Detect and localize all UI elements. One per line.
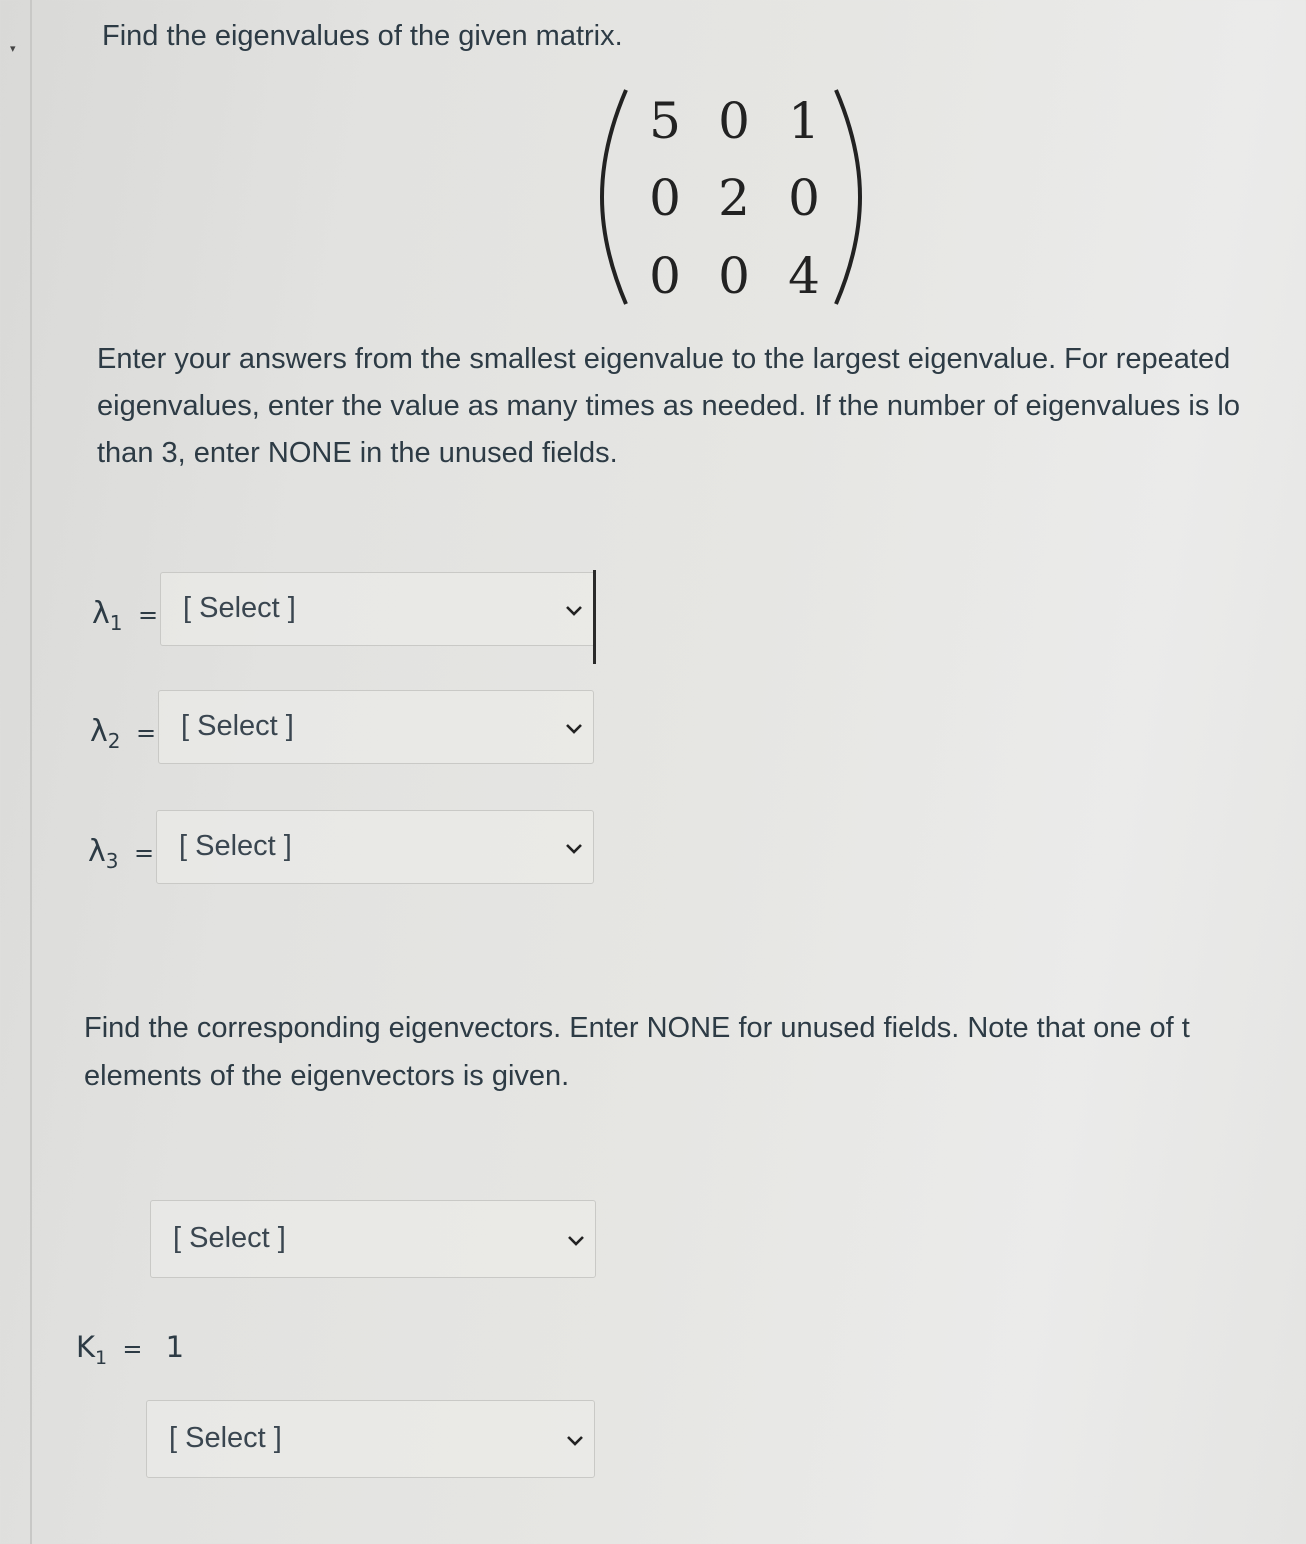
select-placeholder: [ Select ] — [179, 830, 292, 862]
left-parenthesis — [600, 86, 630, 308]
focus-cursor-line — [593, 570, 596, 664]
lambda-subscript: 2 — [107, 729, 121, 753]
lambda-symbol: λ — [88, 834, 106, 869]
matrix-cell: 5 — [649, 92, 681, 150]
chevron-down-icon — [564, 1429, 586, 1451]
instruction-line: than 3, enter NONE in the unused fields. — [97, 437, 618, 469]
equals-sign: = — [138, 601, 159, 629]
lambda-symbol: λ — [92, 596, 110, 631]
caret-down-icon[interactable]: ▾ — [10, 43, 16, 55]
select-placeholder: [ Select ] — [173, 1222, 286, 1254]
k-subscript: 1 — [95, 1347, 108, 1369]
instruction-line: Enter your answers from the smallest eigenvalue to the largest eigenvalue. For repeated — [97, 343, 1231, 375]
chevron-down-icon — [563, 717, 585, 739]
matrix-cell: 0 — [718, 247, 750, 305]
lambda-subscript: 1 — [109, 611, 123, 635]
k1-label — [76, 1330, 184, 1369]
eigenvalue-instructions — [97, 336, 1306, 477]
matrix-cell: 0 — [788, 169, 820, 227]
matrix-cell: 0 — [718, 92, 750, 150]
k1-value: 1 — [165, 1330, 185, 1364]
select-placeholder: [ Select ] — [181, 710, 294, 742]
lambda-3-label — [88, 834, 154, 873]
lambda-2-select[interactable] — [158, 690, 594, 764]
matrix-cell: 4 — [788, 247, 820, 305]
instruction-line: Find the corresponding eigenvectors. Enter NONE for unused fields. Note that one of t — [84, 1012, 1190, 1044]
k-symbol: K — [76, 1330, 96, 1364]
lambda-subscript: 3 — [105, 849, 119, 873]
left-border-rule — [30, 0, 32, 1544]
right-parenthesis — [832, 86, 862, 308]
select-placeholder: [ Select ] — [169, 1422, 282, 1454]
eigenvector-instructions — [84, 1004, 1190, 1100]
equals-sign: = — [122, 1335, 143, 1363]
eigenvector-top-select[interactable] — [150, 1200, 596, 1278]
lambda-3-select[interactable] — [156, 810, 594, 884]
equals-sign: = — [134, 839, 155, 867]
question-title: Find the eigenvalues of the given matrix. — [102, 20, 623, 52]
lambda-1-label — [92, 596, 158, 635]
chevron-down-icon — [563, 599, 585, 621]
instruction-line: eigenvalues, enter the value as many times as needed. If the number of eigenvalues is lo — [97, 390, 1240, 422]
chevron-down-icon — [565, 1229, 587, 1251]
eigenvector-bottom-select[interactable] — [146, 1400, 595, 1478]
select-placeholder: [ Select ] — [183, 592, 296, 624]
lambda-1-select[interactable] — [160, 572, 596, 646]
matrix-cell: 0 — [649, 247, 681, 305]
matrix-cell: 1 — [788, 92, 820, 150]
lambda-symbol: λ — [90, 714, 108, 749]
matrix-cell: 0 — [649, 169, 681, 227]
matrix-cell: 2 — [718, 169, 750, 227]
matrix — [600, 86, 865, 308]
instruction-line: elements of the eigenvectors is given. — [84, 1060, 570, 1092]
lambda-2-label — [90, 714, 156, 753]
chevron-down-icon — [563, 837, 585, 859]
equals-sign: = — [136, 719, 157, 747]
